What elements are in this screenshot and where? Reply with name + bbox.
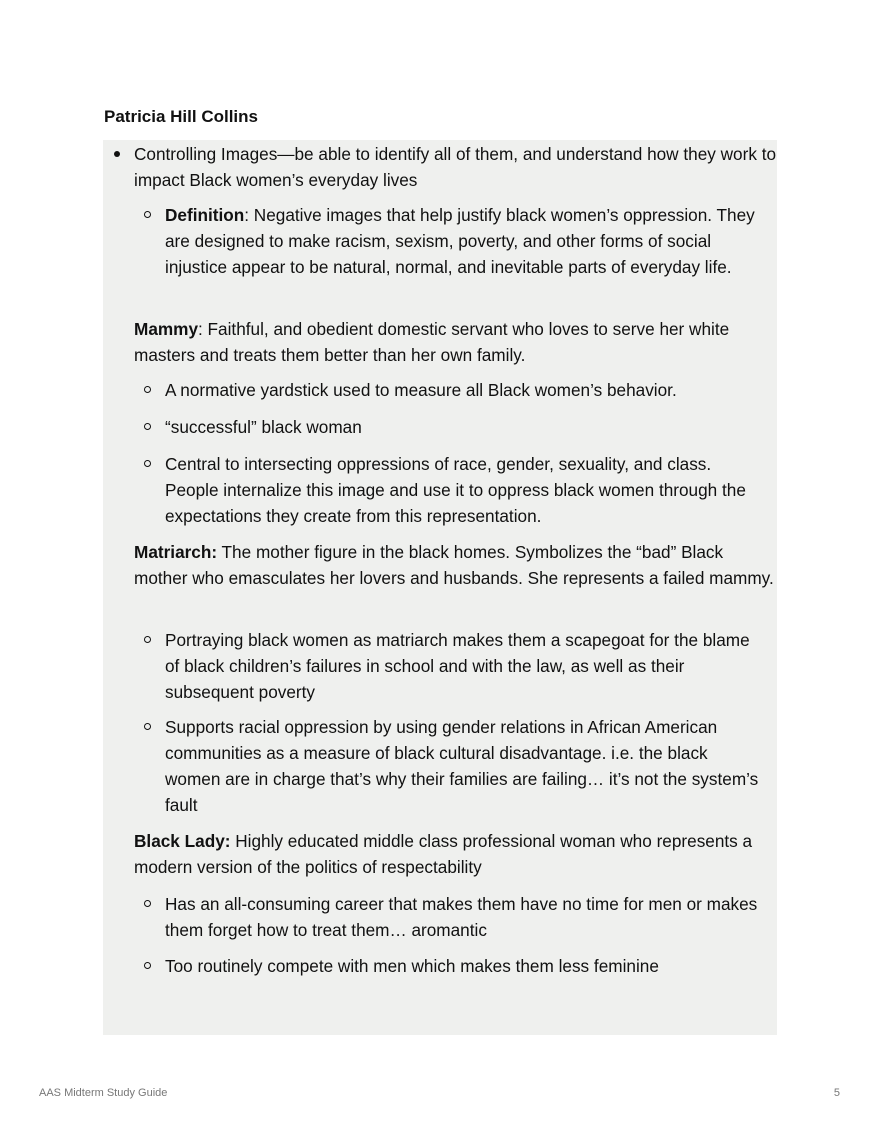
black-lady-item bbox=[134, 828, 779, 880]
bullet-circle-icon bbox=[144, 636, 151, 643]
mammy-point: “successful” black woman bbox=[165, 417, 362, 437]
main-bullet-text: Controlling Images—be able to identify all of them, and understand how they work to impact Black women’s everyday lives bbox=[134, 144, 777, 190]
bullet-circle-icon bbox=[144, 460, 151, 467]
section-heading: Patricia Hill Collins bbox=[104, 107, 258, 126]
mammy-point: Central to intersecting oppressions of race, gender, sexuality, and class. People internalize this image and use it to oppress black women through the expectations they create from this representation. bbox=[165, 454, 746, 526]
black-lady-point: Too routinely compete with men which makes them less feminine bbox=[165, 956, 659, 976]
matriarch-point: Supports racial oppression by using gender relations in African American communities as a measure of black cultural disadvantage. i.e. the black women are in charge that’s why their families are failing… it’s not the system’s fault bbox=[165, 717, 759, 815]
bullet-circle-icon bbox=[144, 900, 151, 907]
matriarch-point: Portraying black women as matriarch makes them a scapegoat for the blame of black children’s failures in school and with the law, as well as their subsequent poverty bbox=[165, 630, 750, 702]
definition-item bbox=[165, 202, 765, 280]
black-lady-point: Has an all-consuming career that makes them have no time for men or makes them forget how to treat them… aromantic bbox=[165, 894, 758, 940]
bullet-dot-icon bbox=[114, 151, 120, 157]
matriarch-item bbox=[134, 539, 779, 591]
mammy-point: A normative yardstick used to measure all Black women’s behavior. bbox=[165, 380, 677, 400]
bullet-circle-icon bbox=[144, 423, 151, 430]
definition-term: Definition bbox=[165, 205, 245, 225]
mammy-item bbox=[134, 316, 779, 368]
matriarch-text: The mother figure in the black homes. Symbolizes the “bad” Black mother who emasculates her lovers and husbands. She represents a failed mammy. bbox=[134, 542, 774, 588]
black-lady-term: Black Lady: bbox=[134, 831, 231, 851]
page-number: 5 bbox=[833, 1087, 840, 1099]
bullet-circle-icon bbox=[144, 723, 151, 730]
black-lady-text: Highly educated middle class professional woman who represents a modern version of the politics of respectability bbox=[134, 831, 753, 877]
mammy-term: Mammy bbox=[134, 319, 198, 339]
bullet-circle-icon bbox=[144, 962, 151, 969]
footer-title: AAS Midterm Study Guide bbox=[39, 1087, 168, 1099]
mammy-text: : Faithful, and obedient domestic servant who loves to serve her white masters and treats them better than her own family. bbox=[134, 319, 730, 365]
definition-text: : Negative images that help justify black women’s oppression. They are designed to make racism, sexism, poverty, and other forms of social injustice appear to be natural, normal, and inevitable parts of everyday life. bbox=[165, 205, 755, 277]
notes-panel bbox=[103, 140, 777, 1035]
matriarch-term: Matriarch: bbox=[134, 542, 218, 562]
bullet-circle-icon bbox=[144, 386, 151, 393]
bullet-circle-icon bbox=[144, 211, 151, 218]
